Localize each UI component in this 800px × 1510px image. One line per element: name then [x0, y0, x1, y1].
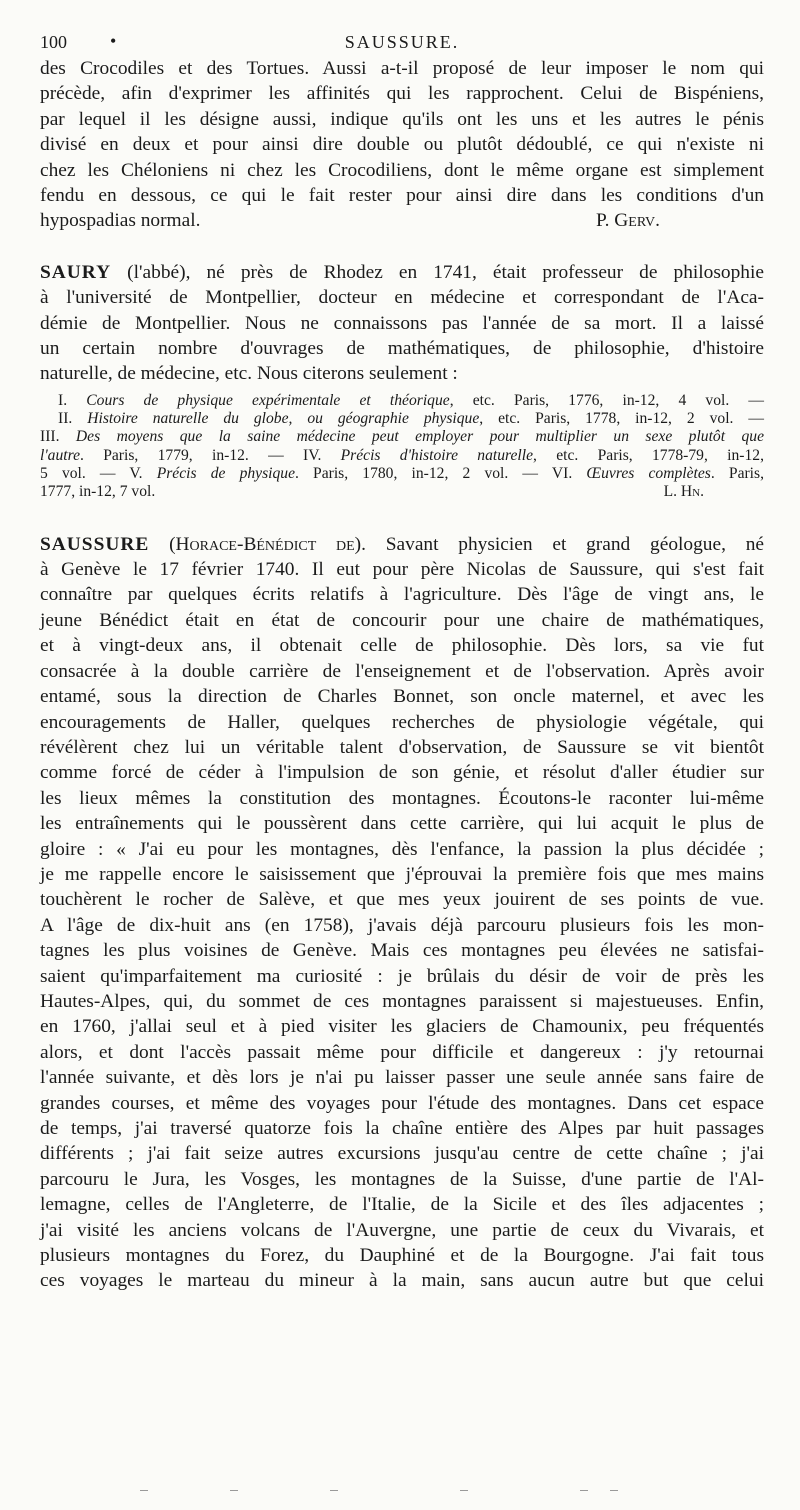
header-bullet: • [110, 31, 117, 51]
running-head: SAUSSURE. [344, 32, 460, 52]
text-line: et à vingt-deux ans, il obtenait celle de philosophie. Dès lors, sa vie fut [40, 635, 764, 657]
print-mark [330, 1490, 338, 1491]
entry-headword: SAUSSURE [40, 533, 150, 555]
text-line: je me rappelle encore le saisissement que j'éprouvai la première fois que mes mains [40, 863, 764, 885]
text-line: A l'âge de dix-huit ans (en 1758), j'avais déjà parcouru plusieurs fois les mon- [40, 914, 764, 936]
page-number: 100 [40, 32, 67, 52]
ref-title: Précis de physique [156, 465, 295, 483]
print-mark [230, 1490, 238, 1491]
entry-headword: SAURY [40, 261, 112, 283]
page-bottom-marks [140, 1490, 660, 1496]
text-line: lemagne, celles de l'Angleterre, de l'Italie, de la Sicile et des îles adjacentes ; [40, 1194, 764, 1216]
ref-title: Histoire naturelle du globe, ou géographie physique [87, 410, 480, 428]
text-line: connaître par quelques écrits relatifs à l'agriculture. Dès l'âge de vingt ans, le [40, 584, 764, 606]
text-line: différents ; j'ai fait seize autres excursions jusqu'au centre de cette chaîne ; j'ai [40, 1143, 764, 1165]
text-line: encouragements de Haller, quelques recherches de physiologie végétale, qui [40, 711, 764, 733]
text-line: à l'université de Montpellier, docteur en médecine et correspondant de l'Aca- [40, 287, 764, 309]
text-line: de temps, j'ai traversé quatorze fois la chaîne entière des Alpes par huit passages [40, 1118, 764, 1139]
text-line: gloire : « J'ai eu pour les montagnes, dès l'enfance, la passion la plus décidée ; [40, 838, 764, 860]
entry-continuation [40, 56, 764, 234]
text-line: consacrée à la double carrière de l'enseignement et de l'observation. Après avoir [40, 660, 764, 682]
text-line: j'ai visité les anciens volcans de l'Auvergne, une partie de ceux du Vivarais, et [40, 1219, 764, 1241]
print-mark [610, 1490, 618, 1491]
text-line: parcouru le Jura, les Vosges, les montagnes de la Suisse, d'une partie de l'Al- [40, 1168, 764, 1190]
text-run: (l'abbé), né près de Rhodez en 1741, était professeur de philosophie [111, 261, 764, 283]
text-line [40, 532, 764, 557]
bibliography-line [40, 410, 764, 428]
text-line: plusieurs montagnes du Forez, du Dauphiné et de la Bourgogne. J'ai fait tous [40, 1245, 764, 1267]
text-line: divisé en deux et pour ainsi dire double ou plutôt dédoublé, ce qui n'existe ni [40, 134, 764, 156]
bibliography-line [40, 392, 764, 410]
ref-number: III. [40, 428, 76, 446]
text-line: démie de Montpellier. Nous ne connaissons pas l'année de sa mort. Il a laissé [40, 312, 764, 334]
ref-details: 5 vol. — V. [40, 465, 157, 483]
print-mark [460, 1490, 468, 1491]
text-line: en 1760, j'allai seul et à pied visiter les glaciers de Chamounix, peu fréquentés [40, 1016, 764, 1038]
text-line: l'année suivante, et dès lors je n'ai pu laisser passer une seule année sans faire de [40, 1067, 764, 1089]
text-line: chez les Chéloniens ni chez les Crocodiliens, dont le même organe est simplement [40, 159, 764, 181]
ref-title: Cours de physique expérimentale et théorique [86, 391, 450, 409]
ref-title: Précis d'histoire naturelle [340, 446, 534, 464]
text-line: saient qu'imparfaitement ma curiosité : je brûlais du désir de voir de près les [40, 965, 764, 987]
text-line: grandes courses, et même des voyages pour l'étude des montagnes. Dans cet espace [40, 1092, 764, 1114]
text-line: tagnes les plus voisines de Genève. Mais ces montagnes peu élevées ne satisfai- [40, 940, 764, 962]
bibliography-line [40, 465, 764, 483]
ref-details: . Paris, [710, 465, 764, 483]
text-line: alors, et dont l'accès passait même pour difficile et dangereux : j'y retournai [40, 1041, 764, 1063]
ref-details: 1777, in-12, 7 vol. [40, 483, 156, 501]
print-mark [140, 1490, 148, 1491]
text-line: hypospadias normal. [40, 210, 201, 232]
text-line: les entraînements qui le poussèrent dans cette carrière, qui lui acquit le plus de [40, 813, 764, 835]
ref-title: Œuvres complètes [586, 465, 711, 483]
bibliography-line [40, 428, 764, 446]
text-line: précède, afin d'exprimer les affinités qui les rapprochent. Celui de Bispéniens, [40, 83, 764, 105]
ref-title: l'autre [40, 446, 81, 464]
text-line: un certain nombre d'ouvrages de mathématiques, de philosophie, d'histoire [40, 338, 764, 360]
final-line [40, 208, 764, 233]
ref-details: , etc. Paris, 1776, in-12, 4 vol. — [449, 391, 764, 409]
entry-given-names: (Horace-Bénédict de). [149, 533, 366, 555]
entry-saussure [40, 532, 764, 1294]
text-line: entamé, sous la direction de Charles Bonnet, son oncle maternel, et avec les [40, 686, 764, 708]
page-header [40, 32, 764, 56]
text-line: jeune Bénédict était en état de concourir pour une chaire de mathématiques, [40, 609, 764, 631]
ref-number: II. [58, 410, 88, 428]
ref-details: . Paris, 1779, in-12. — IV. [80, 446, 341, 464]
text-line: ces voyages le marteau du mineur à la main, sans aucun autre but que celui [40, 1270, 764, 1292]
ref-details: , etc. Paris, 1778-79, in-12, [533, 446, 764, 464]
text-line: à Genève le 17 février 1740. Il eut pour père Nicolas de Saussure, qui s'est fait [40, 559, 764, 581]
bibliography-line [40, 483, 764, 501]
text-line: révélèrent chez lui un véritable talent d'observation, de Saussure se vit bientôt [40, 736, 764, 758]
author-signature: P. Gerv. [595, 210, 660, 232]
text-line: les lieux mêmes la constitution des montagnes. Écoutons-le raconter lui-même [40, 787, 764, 809]
text-line: touchèrent le rocher de Salève, et que mes yeux jouirent de ses points de vue. [40, 889, 764, 911]
entry-saury [40, 260, 764, 502]
text-line [40, 260, 764, 285]
bibliography-line [40, 447, 764, 465]
ref-details: . Paris, 1780, in-12, 2 vol. — VI. [295, 465, 587, 483]
text-line: naturelle, de médecine, etc. Nous citerons seulement : [40, 363, 458, 385]
ref-number: I. [58, 391, 87, 409]
text-line: fendu en dessous, ce qui le fait rester pour ainsi dire dans les conditions d'un [40, 185, 764, 207]
text-line: des Crocodiles et des Tortues. Aussi a-t-il proposé de leur imposer le nom qui [40, 58, 764, 79]
text-line: par lequel il les désigne aussi, indique qu'ils ont les uns et les autres le pénis [40, 108, 764, 130]
print-mark [580, 1490, 588, 1491]
author-signature: L. Hn. [663, 483, 704, 501]
ref-title: Des moyens que la saine médecine peut employer pour multiplier un sexe plutôt que [75, 428, 764, 446]
text-run: Savant physicien et grand géologue, né [365, 533, 765, 555]
text-line: comme forcé de céder à l'impulsion de son génie, et résolut d'aller étudier sur [40, 762, 764, 784]
text-line: Hautes-Alpes, qui, du sommet de ces montagnes paraissent si majestueuses. Enfin, [40, 990, 764, 1012]
ref-details: , etc. Paris, 1778, in-12, 2 vol. — [479, 410, 764, 428]
bibliography [40, 392, 764, 502]
